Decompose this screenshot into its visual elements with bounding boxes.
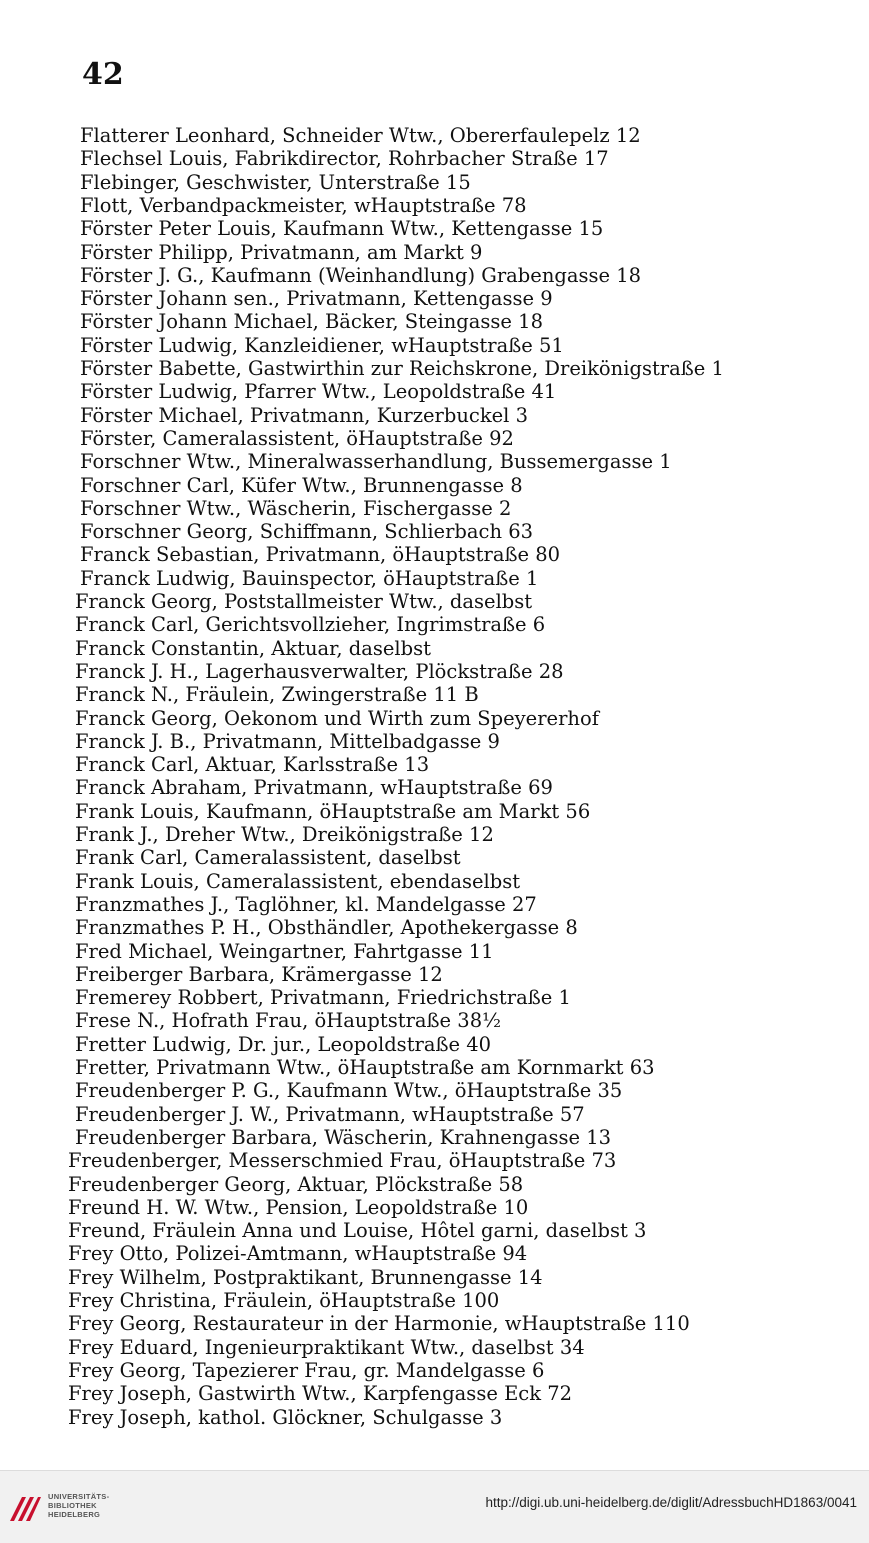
directory-entry: Flatterer Leonhard, Schneider Wtw., Obererfaulepelz 12	[80, 124, 641, 147]
directory-entry: Freund H. W. Wtw., Pension, Leopoldstraße 10	[68, 1195, 529, 1219]
directory-entry: Flechsel Louis, Fabrikdirector, Rohrbacher Straße 17	[80, 147, 609, 171]
directory-entry: Frey Wilhelm, Postpraktikant, Brunnengasse 14	[68, 1265, 543, 1289]
directory-entry: Fremerey Robbert, Privatmann, Friedrichstraße 1	[75, 986, 571, 1010]
directory-entry: Franck J. H., Lagerhausverwalter, Plöckstraße 28	[75, 659, 564, 683]
directory-entry: Frey Christina, Fräulein, öHauptstraße 100	[68, 1289, 500, 1312]
directory-entry: Franck Carl, Aktuar, Karlsstraße 13	[75, 753, 430, 777]
directory-entry: Frank Louis, Cameralassistent, ebendaselbst	[75, 869, 521, 893]
directory-entry: Freudenberger P. G., Kaufmann Wtw., öHauptstraße 35	[75, 1079, 623, 1103]
directory-entry: Fretter Ludwig, Dr. jur., Leopoldstraße 40	[75, 1032, 492, 1056]
page-number: 42	[82, 57, 124, 92]
directory-entry: Förster Ludwig, Kanzleidiener, wHauptstraße 51	[80, 333, 564, 357]
directory-entry: Franck Georg, Poststallmeister Wtw., daselbst	[75, 590, 533, 613]
directory-entry: Franck Constantin, Aktuar, daselbst	[75, 636, 431, 660]
directory-entry: Franck Georg, Oekonom und Wirth zum Speyererhof	[75, 706, 599, 730]
directory-entry: Förster Babette, Gastwirthin zur Reichskrone, Dreikönigstraße 1	[80, 357, 724, 380]
directory-entry: Franck Abraham, Privatmann, wHauptstraße 69	[75, 776, 553, 800]
directory-entry: Frey Joseph, Gastwirth Wtw., Karpfengasse Eck 72	[68, 1382, 573, 1406]
directory-entry: Forschner Wtw., Wäscherin, Fischergasse 2	[80, 496, 512, 520]
directory-entry: Freund, Fräulein Anna und Louise, Hôtel garni, daselbst 3	[68, 1219, 647, 1243]
directory-entry: Frese N., Hofrath Frau, öHauptstraße 38½	[75, 1009, 502, 1033]
directory-entry: Frey Eduard, Ingenieurpraktikant Wtw., daselbst 34	[68, 1335, 585, 1359]
library-name	[48, 1492, 109, 1519]
viewer-footer	[0, 1470, 869, 1543]
directory-entry: Frey Georg, Restaurateur in der Harmonie, wHauptstraße 110	[68, 1312, 690, 1336]
directory-entry: Franck Ludwig, Bauinspector, öHauptstraße 1	[80, 566, 539, 590]
directory-entry: Franck Carl, Gerichtsvollzieher, Ingrimstraße 6	[75, 613, 546, 637]
directory-entry: Förster Peter Louis, Kaufmann Wtw., Kettengasse 15	[80, 217, 604, 241]
directory-entry: Forschner Carl, Küfer Wtw., Brunnengasse 8	[80, 473, 523, 497]
library-name-line: BIBLIOTHEK	[48, 1501, 97, 1510]
directory-entry: Fred Michael, Weingartner, Fahrtgasse 11	[75, 939, 494, 963]
directory-entry: Frey Joseph, kathol. Glöckner, Schulgasse 3	[68, 1405, 503, 1429]
directory-entry: Forschner Wtw., Mineralwasserhandlung, Bussemergasse 1	[80, 450, 672, 474]
permalink-url[interactable]: http://digi.ub.uni-heidelberg.de/diglit/AdressbuchHD1863/0041	[485, 1495, 857, 1510]
directory-entry: Frey Georg, Tapezierer Frau, gr. Mandelgasse 6	[68, 1358, 545, 1382]
library-name-line: UNIVERSITÄTS-	[48, 1492, 110, 1501]
directory-entry: Frank Louis, Kaufmann, öHauptstraße am Markt 56	[75, 799, 591, 823]
directory-entry: Franzmathes J., Taglöhner, kl. Mandelgasse 27	[75, 892, 537, 916]
directory-entry: Förster Johann sen., Privatmann, Kettengasse 9	[80, 287, 553, 311]
directory-entry: Frank Carl, Cameralassistent, daselbst	[75, 846, 461, 870]
directory-entry: Franck N., Fräulein, Zwingerstraße 11 B	[75, 683, 479, 707]
directory-entry: Frey Otto, Polizei-Amtmann, wHauptstraße 94	[68, 1242, 528, 1266]
directory-entry: Freudenberger, Messerschmied Frau, öHauptstraße 73	[68, 1149, 617, 1173]
directory-entry: Förster Ludwig, Pfarrer Wtw., Leopoldstraße 41	[80, 380, 557, 404]
directory-entry: Franck Sebastian, Privatmann, öHauptstraße 80	[80, 543, 561, 567]
directory-entry: Franzmathes P. H., Obsthändler, Apothekergasse 8	[75, 916, 578, 940]
library-name-line: HEIDELBERG	[48, 1510, 101, 1519]
directory-entry: Freudenberger Barbara, Wäscherin, Krahnengasse 13	[75, 1125, 612, 1149]
directory-entry: Fretter, Privatmann Wtw., öHauptstraße am Kornmarkt 63	[75, 1056, 655, 1079]
directory-entry: Förster, Cameralassistent, öHauptstraße 92	[80, 426, 514, 450]
directory-entry: Förster Michael, Privatmann, Kurzerbuckel 3	[80, 403, 529, 427]
directory-entry: Förster Philipp, Privatmann, am Markt 9	[80, 240, 483, 264]
directory-entry: Freiberger Barbara, Krämergasse 12	[75, 962, 443, 986]
directory-entry: Freudenberger J. W., Privatmann, wHauptstraße 57	[75, 1102, 585, 1126]
library-logo-icon	[8, 1493, 42, 1523]
directory-entry: Förster J. G., Kaufmann (Weinhandlung) Grabengasse 18	[80, 263, 642, 287]
directory-entry: Flott, Verbandpackmeister, wHauptstraße 78	[80, 193, 527, 217]
directory-entry: Flebinger, Geschwister, Unterstraße 15	[80, 170, 471, 194]
directory-entry: Frank J., Dreher Wtw., Dreikönigstraße 12	[75, 823, 494, 846]
directory-entry: Franck J. B., Privatmann, Mittelbadgasse 9	[75, 729, 500, 753]
directory-entry: Forschner Georg, Schiffmann, Schlierbach 63	[80, 520, 534, 544]
directory-entry: Freudenberger Georg, Aktuar, Plöckstraße 58	[68, 1172, 524, 1196]
directory-entry: Förster Johann Michael, Bäcker, Steingasse 18	[80, 310, 543, 334]
